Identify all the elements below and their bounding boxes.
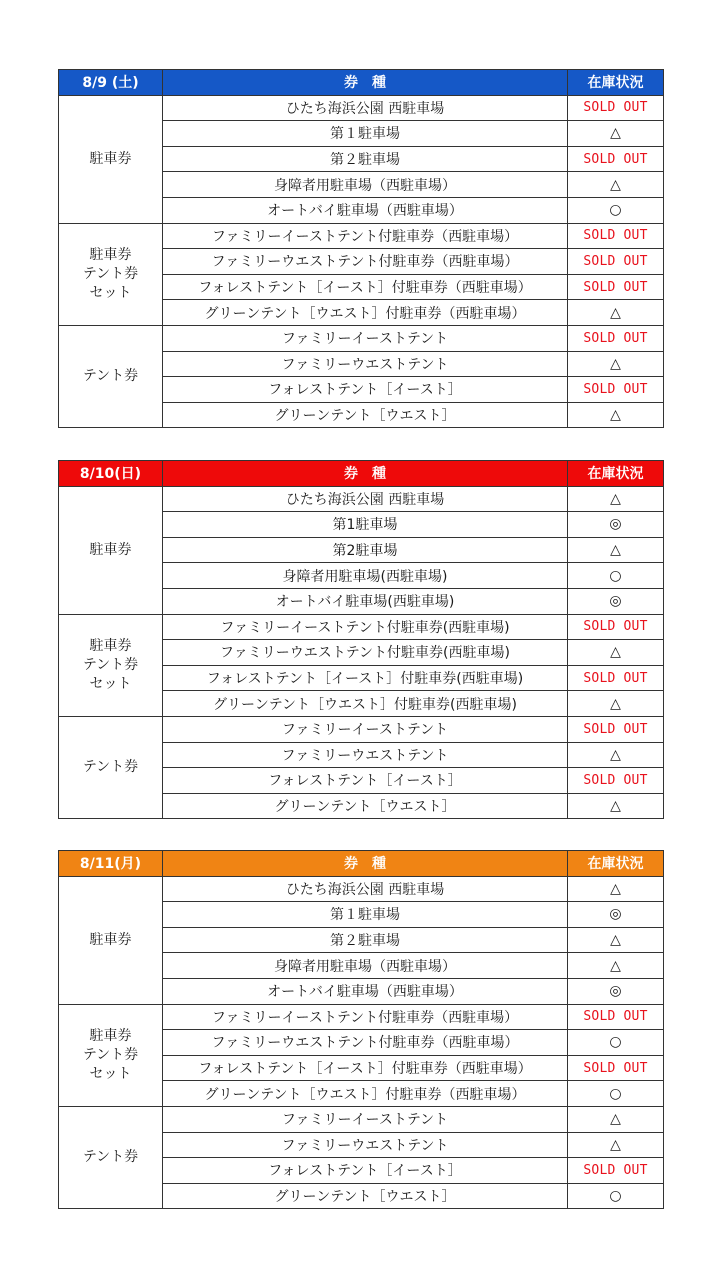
ticket-name: フォレストテント［イースト］付駐車券(西駐車場) xyxy=(163,665,568,691)
ticket-name: ファミリーイーストテント xyxy=(163,1106,568,1132)
ticket-name: ひたち海浜公園 西駐車場 xyxy=(163,486,568,512)
ticket-name: 身障者用駐車場（西駐車場） xyxy=(163,953,568,979)
ticket-name: グリーンテント［ウエスト］付駐車券(西駐車場) xyxy=(163,691,568,717)
ticket-name: 第２駐車場 xyxy=(163,927,568,953)
ticket-name: ファミリーイーストテント付駐車券（西駐車場） xyxy=(163,1004,568,1030)
ticket-name: グリーンテント［ウエスト］ xyxy=(163,402,568,428)
stock-status: ○ xyxy=(568,1030,664,1056)
stock-status: △ xyxy=(568,640,664,666)
day-table-aug-9 xyxy=(58,69,664,428)
stock-status: SOLD OUT xyxy=(568,223,664,249)
stock-status: ◎ xyxy=(568,978,664,1004)
ticket-name: 第1駐車場 xyxy=(163,512,568,538)
ticket-name: オートバイ駐車場（西駐車場） xyxy=(163,978,568,1004)
stock-status-header: 在庫状況 xyxy=(568,851,664,877)
stock-status: SOLD OUT xyxy=(568,1158,664,1184)
ticket-name: ファミリーウエストテント xyxy=(163,1132,568,1158)
ticket-name: ファミリーウエストテント付駐車券（西駐車場） xyxy=(163,249,568,275)
table-row xyxy=(59,95,664,121)
stock-status: ○ xyxy=(568,1081,664,1107)
ticket-type-header: 券 種 xyxy=(163,851,568,877)
stock-status: SOLD OUT xyxy=(568,1004,664,1030)
ticket-name: ひたち海浜公園 西駐車場 xyxy=(163,95,568,121)
category-parking-tent-set: 駐車券 テント券 セット xyxy=(59,614,163,716)
stock-status: △ xyxy=(568,402,664,428)
date-header: 8/9 (土) xyxy=(59,70,163,96)
ticket-name: フォレストテント［イースト］付駐車券（西駐車場） xyxy=(163,1055,568,1081)
ticket-type-header: 券 種 xyxy=(163,70,568,96)
stock-status: SOLD OUT xyxy=(568,146,664,172)
ticket-name: オートバイ駐車場（西駐車場） xyxy=(163,197,568,223)
stock-status: △ xyxy=(568,486,664,512)
ticket-name: 第2駐車場 xyxy=(163,537,568,563)
stock-status: ○ xyxy=(568,197,664,223)
table-row xyxy=(59,486,664,512)
table-row xyxy=(59,876,664,902)
ticket-name: グリーンテント［ウエスト］ xyxy=(163,1183,568,1209)
category-parking: 駐車券 xyxy=(59,876,163,1004)
category-parking-tent-set: 駐車券 テント券 セット xyxy=(59,1004,163,1106)
ticket-name: 身障者用駐車場(西駐車場) xyxy=(163,563,568,589)
ticket-name: ファミリーイーストテント xyxy=(163,325,568,351)
ticket-name: フォレストテント［イースト］付駐車券（西駐車場） xyxy=(163,274,568,300)
stock-status: △ xyxy=(568,351,664,377)
stock-status: △ xyxy=(568,172,664,198)
stock-status-header: 在庫状況 xyxy=(568,70,664,96)
stock-status: △ xyxy=(568,691,664,717)
stock-status: △ xyxy=(568,876,664,902)
date-header: 8/11(月) xyxy=(59,851,163,877)
stock-status: SOLD OUT xyxy=(568,1055,664,1081)
ticket-name: ファミリーイーストテント xyxy=(163,716,568,742)
stock-status: △ xyxy=(568,1106,664,1132)
category-parking: 駐車券 xyxy=(59,95,163,223)
ticket-name: フォレストテント［イースト］ xyxy=(163,1158,568,1184)
table-row xyxy=(59,716,664,742)
ticket-name: 第１駐車場 xyxy=(163,902,568,928)
stock-status: ◎ xyxy=(568,902,664,928)
stock-status: △ xyxy=(568,300,664,326)
table-row xyxy=(59,614,664,640)
table-row xyxy=(59,223,664,249)
stock-status: SOLD OUT xyxy=(568,614,664,640)
day-table-aug-11 xyxy=(58,850,664,1209)
stock-status: SOLD OUT xyxy=(568,768,664,794)
ticket-name: ファミリーイーストテント付駐車券（西駐車場） xyxy=(163,223,568,249)
ticket-name: ファミリーウエストテント xyxy=(163,351,568,377)
category-tent: テント券 xyxy=(59,716,163,818)
header-row xyxy=(59,70,664,96)
ticket-name: グリーンテント［ウエスト］ xyxy=(163,793,568,819)
category-tent: テント券 xyxy=(59,325,163,427)
stock-status: SOLD OUT xyxy=(568,377,664,403)
ticket-name: ファミリーウエストテント xyxy=(163,742,568,768)
ticket-name: グリーンテント［ウエスト］付駐車券（西駐車場） xyxy=(163,300,568,326)
category-tent: テント券 xyxy=(59,1106,163,1208)
header-row xyxy=(59,461,664,487)
header-row xyxy=(59,851,664,877)
ticket-name: ファミリーウエストテント付駐車券(西駐車場) xyxy=(163,640,568,666)
ticket-name: オートバイ駐車場(西駐車場) xyxy=(163,588,568,614)
ticket-name: ファミリーイーストテント付駐車券(西駐車場) xyxy=(163,614,568,640)
stock-status: △ xyxy=(568,121,664,147)
table-row xyxy=(59,1004,664,1030)
stock-status: △ xyxy=(568,927,664,953)
ticket-name: 身障者用駐車場（西駐車場） xyxy=(163,172,568,198)
stock-status: ◎ xyxy=(568,512,664,538)
stock-status: △ xyxy=(568,1132,664,1158)
table-row xyxy=(59,1106,664,1132)
stock-status: △ xyxy=(568,537,664,563)
stock-status: ◎ xyxy=(568,588,664,614)
category-parking: 駐車券 xyxy=(59,486,163,614)
ticket-type-header: 券 種 xyxy=(163,461,568,487)
ticket-name: 第１駐車場 xyxy=(163,121,568,147)
date-header: 8/10(日) xyxy=(59,461,163,487)
ticket-name: ファミリーウエストテント付駐車券（西駐車場） xyxy=(163,1030,568,1056)
stock-status: SOLD OUT xyxy=(568,95,664,121)
stock-status: ○ xyxy=(568,563,664,589)
stock-status: △ xyxy=(568,793,664,819)
ticket-name: フォレストテント［イースト］ xyxy=(163,377,568,403)
ticket-name: フォレストテント［イースト］ xyxy=(163,768,568,794)
stock-status-header: 在庫状況 xyxy=(568,461,664,487)
ticket-name: ひたち海浜公園 西駐車場 xyxy=(163,876,568,902)
ticket-name: 第２駐車場 xyxy=(163,146,568,172)
day-table-aug-10 xyxy=(58,460,664,819)
category-parking-tent-set: 駐車券 テント券 セット xyxy=(59,223,163,325)
stock-status: △ xyxy=(568,953,664,979)
ticket-name: グリーンテント［ウエスト］付駐車券（西駐車場） xyxy=(163,1081,568,1107)
stock-status: SOLD OUT xyxy=(568,274,664,300)
stock-status: △ xyxy=(568,742,664,768)
stock-status: ○ xyxy=(568,1183,664,1209)
stock-status: SOLD OUT xyxy=(568,716,664,742)
table-row xyxy=(59,325,664,351)
stock-status: SOLD OUT xyxy=(568,249,664,275)
stock-status: SOLD OUT xyxy=(568,665,664,691)
stock-status: SOLD OUT xyxy=(568,325,664,351)
